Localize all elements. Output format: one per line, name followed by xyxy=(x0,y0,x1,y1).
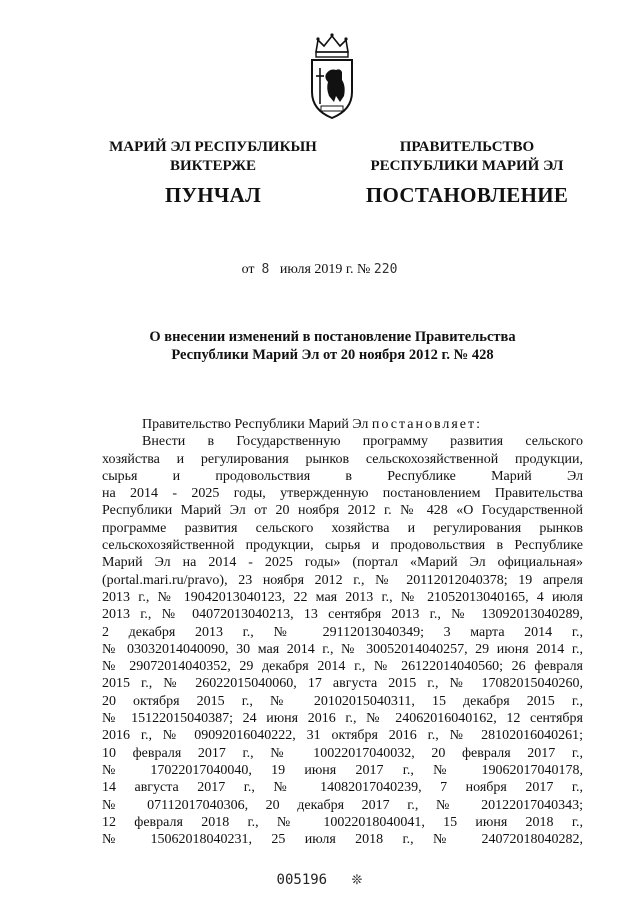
body-line: 14 августа 2017 г., № 14082017040239, 7 ноября 2017 г., xyxy=(102,780,583,796)
body-line: программе развития сельского хозяйства и регулирования рынков xyxy=(102,520,583,536)
document-body xyxy=(102,416,583,848)
page-footer xyxy=(0,872,639,888)
body-line: № 03032014040090, 30 мая 2014 г., № 30052014040257, 29 июня 2014 г., xyxy=(102,641,583,657)
body-line: 12 февраля 2018 г., № 10022018040041, 15 июня 2018 г., xyxy=(102,814,583,830)
header-right-title: ПОСТАНОВЛЕНИЕ xyxy=(365,183,569,207)
date-day: 8 xyxy=(261,262,270,277)
document-subject xyxy=(110,328,555,364)
form-serial-number: 005196 xyxy=(276,872,328,888)
body-intro-text: Правительство Республики Марий Эл xyxy=(142,417,372,432)
body-line: Внести в Государственную программу развития сельского xyxy=(142,434,583,450)
document-date-line xyxy=(0,262,639,278)
body-line: Марий Эл на 2014 - 2025 годы» (портал «Марий Эл официальная» xyxy=(102,555,583,571)
body-line: на 2014 - 2025 годы, утвержденную постановлением Правительства xyxy=(102,486,583,502)
body-line: № 29072014040352, 29 декабря 2014 г., № 26122014040560; 26 февраля xyxy=(102,659,583,675)
header-left-block xyxy=(98,138,328,208)
header-right-line2: РЕСПУБЛИКИ МАРИЙ ЭЛ xyxy=(370,158,564,174)
mari-el-coat-of-arms xyxy=(302,30,362,122)
header-right-block xyxy=(352,138,582,208)
header-right-line1: ПРАВИТЕЛЬСТВО xyxy=(399,139,535,155)
body-line: хозяйства и регулирования рынков сельскохозяйственной продукции, xyxy=(102,451,583,467)
body-line: 2013 г., № 19042013040123, 22 мая 2013 г., № 21052013040165, 4 июля xyxy=(102,589,583,605)
date-month-year: июля 2019 г. № xyxy=(279,262,371,277)
subject-line-1: О внесении изменений в постановление Правительства xyxy=(149,329,516,345)
body-line: 2013 г., № 04072013040213, 13 сентября 2013 г., № 13092013040289, xyxy=(102,607,583,623)
header-left-line1: МАРИЙ ЭЛ РЕСПУБЛИКЫН xyxy=(109,139,317,155)
body-line: 2015 г., № 26022015040060, 17 августа 2015 г., № 17082015040260, xyxy=(102,676,583,692)
body-line: Республики Марий Эл от 20 ноября 2012 г. № 428 «О Государственной xyxy=(102,503,583,519)
body-line: 20 октября 2015 г., № 20102015040311, 15 декабря 2015 г., xyxy=(102,693,583,709)
coat-of-arms-icon xyxy=(302,30,362,122)
body-intro xyxy=(102,416,583,433)
body-line: сырья и продовольствия в Республике Марий Эл xyxy=(102,468,583,484)
document-number: 220 xyxy=(373,262,398,277)
body-line: № 15122015040387; 24 июня 2016 г., № 24062016040162, 12 сентября xyxy=(102,711,583,727)
header-left-line2: ВИКТЕРЖЕ xyxy=(169,158,257,174)
snowflake-mark-icon: ❊ xyxy=(351,873,363,888)
body-line: № 07112017040306, 20 декабря 2017 г., № 20122017040343; xyxy=(102,797,583,813)
body-line: 2 декабря 2013 г., № 29112013040349; 3 марта 2014 г., xyxy=(102,624,583,640)
body-intro-verb: постановляет: xyxy=(371,417,483,432)
header-left-title: ПУНЧАЛ xyxy=(164,183,262,207)
body-line: (portal.mari.ru/pravo), 23 ноября 2012 г., № 20112012040378; 19 апреля xyxy=(102,572,583,588)
date-prefix: от xyxy=(241,262,255,277)
body-line: № 15062018040231, 25 июля 2018 г., № 24072018040282, xyxy=(102,832,583,848)
body-line: 2016 г., № 09092016040222, 31 октября 2016 г., № 28102016040261; xyxy=(102,728,583,744)
body-line: № 17022017040040, 19 июня 2017 г., № 19062017040178, xyxy=(102,762,583,778)
body-line: сельскохозяйственной продукции, сырья и продовольствия в Республике xyxy=(102,538,583,554)
subject-line-2: Республики Марий Эл от 20 ноября 2012 г. № 428 xyxy=(171,347,494,363)
body-line: 10 февраля 2017 г., № 10022017040032, 20 февраля 2017 г., xyxy=(102,745,583,761)
